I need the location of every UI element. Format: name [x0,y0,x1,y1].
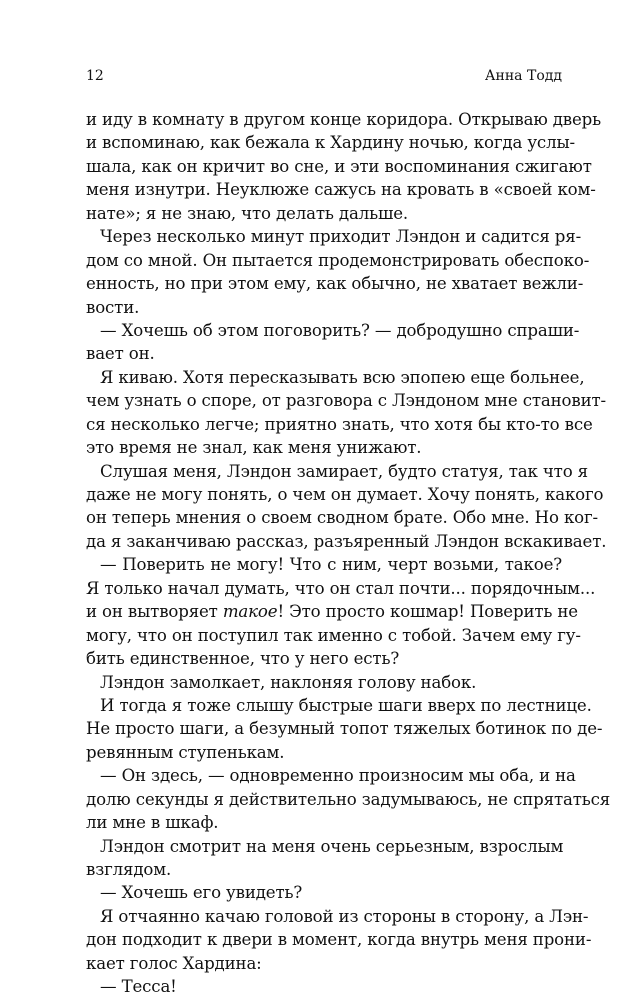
paragraph-first-line: Через несколько минут приходит Лэндон и садится ря- [100,227,582,247]
text-line: даже не могу понять, о чем он думает. Хочу понять, какого [86,485,604,504]
text-line: долю секунды я действительно задумываюсь, не спрятаться [86,789,611,809]
text-line: Не просто шаги, а безумный топот тяжелых ботинок по де- [86,719,603,739]
text-line: меня изнутри. Неуклюже сажусь на кровать в «своей ком- [86,180,596,200]
paragraph-first-line: Я отчаянно качаю головой из стороны в сторону, а Лэн- [100,906,589,926]
paragraph-first-line: Я киваю. Хотя пересказывать всю эпопею еще больнее, [100,367,585,387]
text-line: шала, как он кричит во сне, и эти воспоминания сжигают [86,156,592,176]
text-line: дом со мной. Он пытается продемонстрировать обеспоко- [86,250,590,270]
paragraph-first-line: Лэндон замолкает, наклоняя голову набок. [100,672,477,692]
paragraph-first-line: Слушая меня, Лэндон замирает, будто статуя, так что я [100,461,588,481]
italic-emphasis: такое [222,602,278,622]
text-line-with-italic [86,600,578,623]
text-line: он теперь мнения о своем сводном брате. Обо мне. Но ког- [86,508,599,528]
author-name: Анна Тодд [484,68,562,84]
body-text [86,108,611,999]
text-line: дон подходит к двери в момент, когда внутрь меня прони- [86,930,592,950]
text-line: ли мне в шкаф. [86,813,219,833]
text-line: бить единственное, что у него есть? [86,649,400,669]
text-line: это время не знал, как меня унижают. [86,438,422,458]
text-line: могу, что он поступил так именно с тобой. Зачем ему гу- [86,625,581,645]
text-line: Я только начал думать, что он стал почти... порядочным... [86,578,596,598]
text-line: да я заканчиваю рассказ, разъяренный Лэндон вскакивает. [86,531,607,551]
running-header [86,66,562,86]
dialogue-line: — Поверить не могу! Что с ним, черт возьми, такое? [100,555,562,575]
text-line: енность, но при этом ему, как обычно, не хватает вежли- [86,274,584,294]
text-line: и вспоминаю, как бежала к Хардину ночью, когда услы- [86,133,575,153]
dialogue-line: — Хочешь об этом поговорить? — добродушно спраши- [100,320,580,340]
dialogue-line: — Он здесь, — одновременно произносим мы оба, и на [100,766,576,786]
text-line: ревянным ступенькам. [86,742,285,762]
paragraph-first-line: Лэндон смотрит на меня очень серьезным, взрослым [100,836,564,856]
text-line: вает он. [86,344,155,364]
dialogue-line: — Хочешь его увидеть? [100,883,303,903]
text-line: ся несколько легче; приятно знать, что хотя бы кто-то все [86,414,593,434]
text-segment: ! Это просто кошмар! Поверить не [277,602,578,622]
text-line: кает голос Хардина: [86,953,262,973]
text-line: нате»; я не знаю, что делать дальше. [86,203,409,223]
paragraph-first-line: И тогда я тоже слышу быстрые шаги вверх по лестнице. [100,695,592,715]
text-line: взглядом. [86,860,172,879]
text-line: чем узнать о споре, от разговора с Лэндоном мне становит- [86,391,606,411]
text-line: вости. [86,297,140,317]
text-line: и иду в комнату в другом конце коридора. Открываю дверь [86,110,602,129]
page-number: 12 [86,68,104,84]
text-segment: и он вытворяет [86,602,223,622]
dialogue-line: — Тесса! [100,977,177,997]
